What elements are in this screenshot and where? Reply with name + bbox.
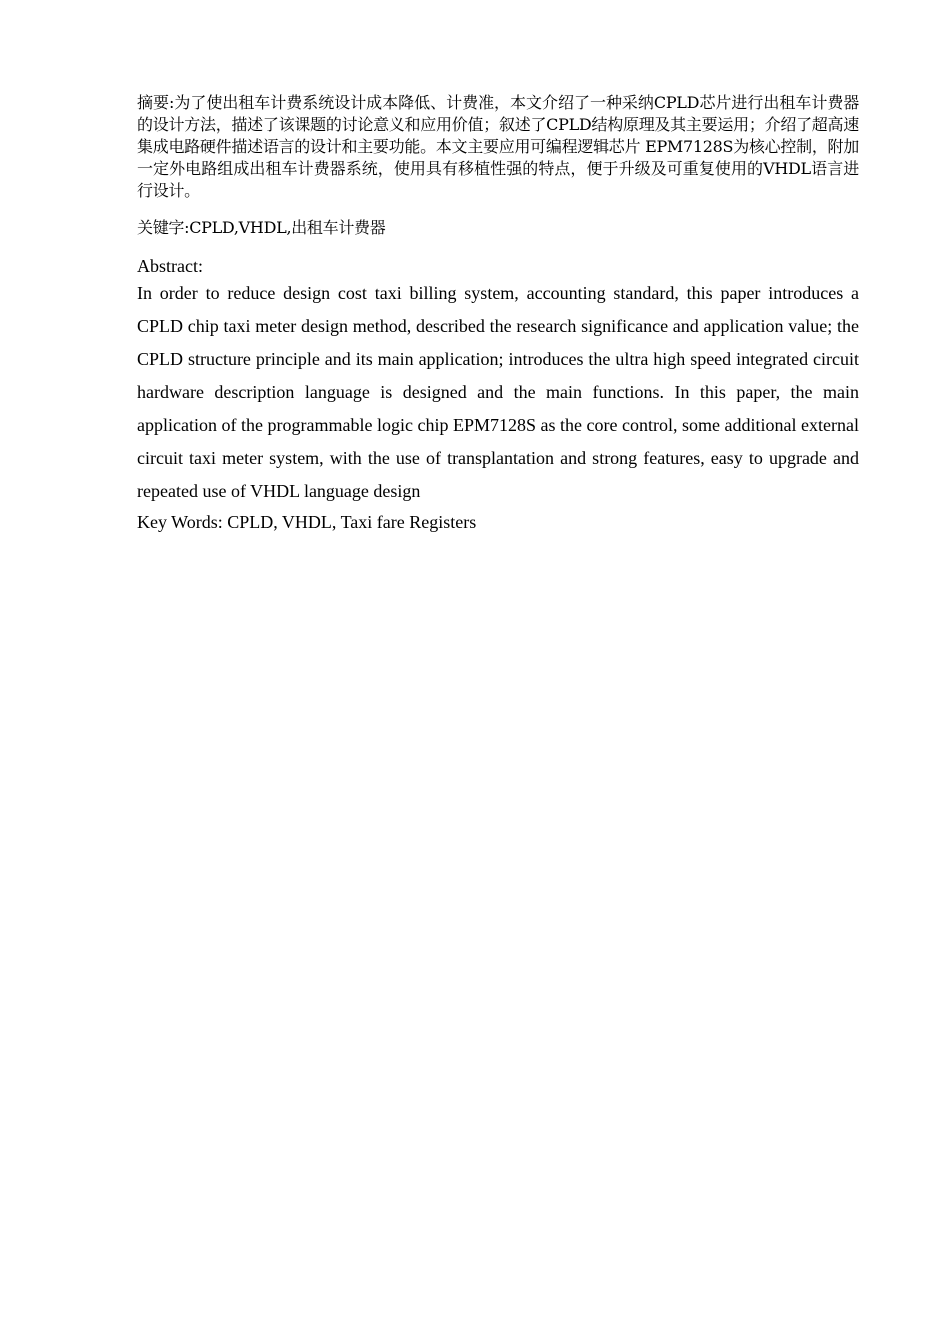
english-keywords: Key Words: CPLD, VHDL, Taxi fare Registers	[137, 512, 477, 532]
document-page	[137, 92, 859, 539]
chinese-keywords-separator: :	[184, 218, 190, 237]
chinese-abstract-label: 摘要	[137, 93, 169, 112]
english-abstract-heading: Abstract:	[137, 256, 203, 276]
chinese-abstract	[137, 92, 859, 202]
chinese-keywords-label: 关键字	[137, 218, 185, 237]
chinese-abstract-text: 为了使出租车计费系统设计成本降低、计费准，本文介绍了一种采纳CPLD芯片进行出租车计费器的设计方法，描述了该课题的讨论意义和应用价值；叙述了CPLD结构原理及其主要运用；介绍了超高速集成电路硬件描述语言的设计和主要功能。本文主要应用可编程逻辑芯片 EPM7128S为核心控制，附加一定外电路组成出租车计费器系统，使用具有移植性强的特点，便于升级及可重复使用的VHDL语言进行设计。	[137, 93, 860, 200]
english-abstract	[137, 255, 859, 539]
chinese-keywords-text: CPLD,VHDL,出租车计费器	[189, 218, 386, 237]
chinese-abstract-separator: :	[168, 93, 175, 112]
chinese-keywords	[137, 217, 859, 239]
english-abstract-text: In order to reduce design cost taxi billing system, accounting standard, this paper introduces a CPLD chip taxi meter design method, described the research significance and application value; the CPLD structure principle and its main application; introduces the ultra high speed integrated circuit hardware description language is designed and the main functions. In this paper, the main application of the programmable logic chip EPM7128S as the core control, some additional external circuit taxi meter system, with the use of transplantation and strong features, easy to upgrade and repeated use of VHDL language design	[137, 283, 859, 501]
